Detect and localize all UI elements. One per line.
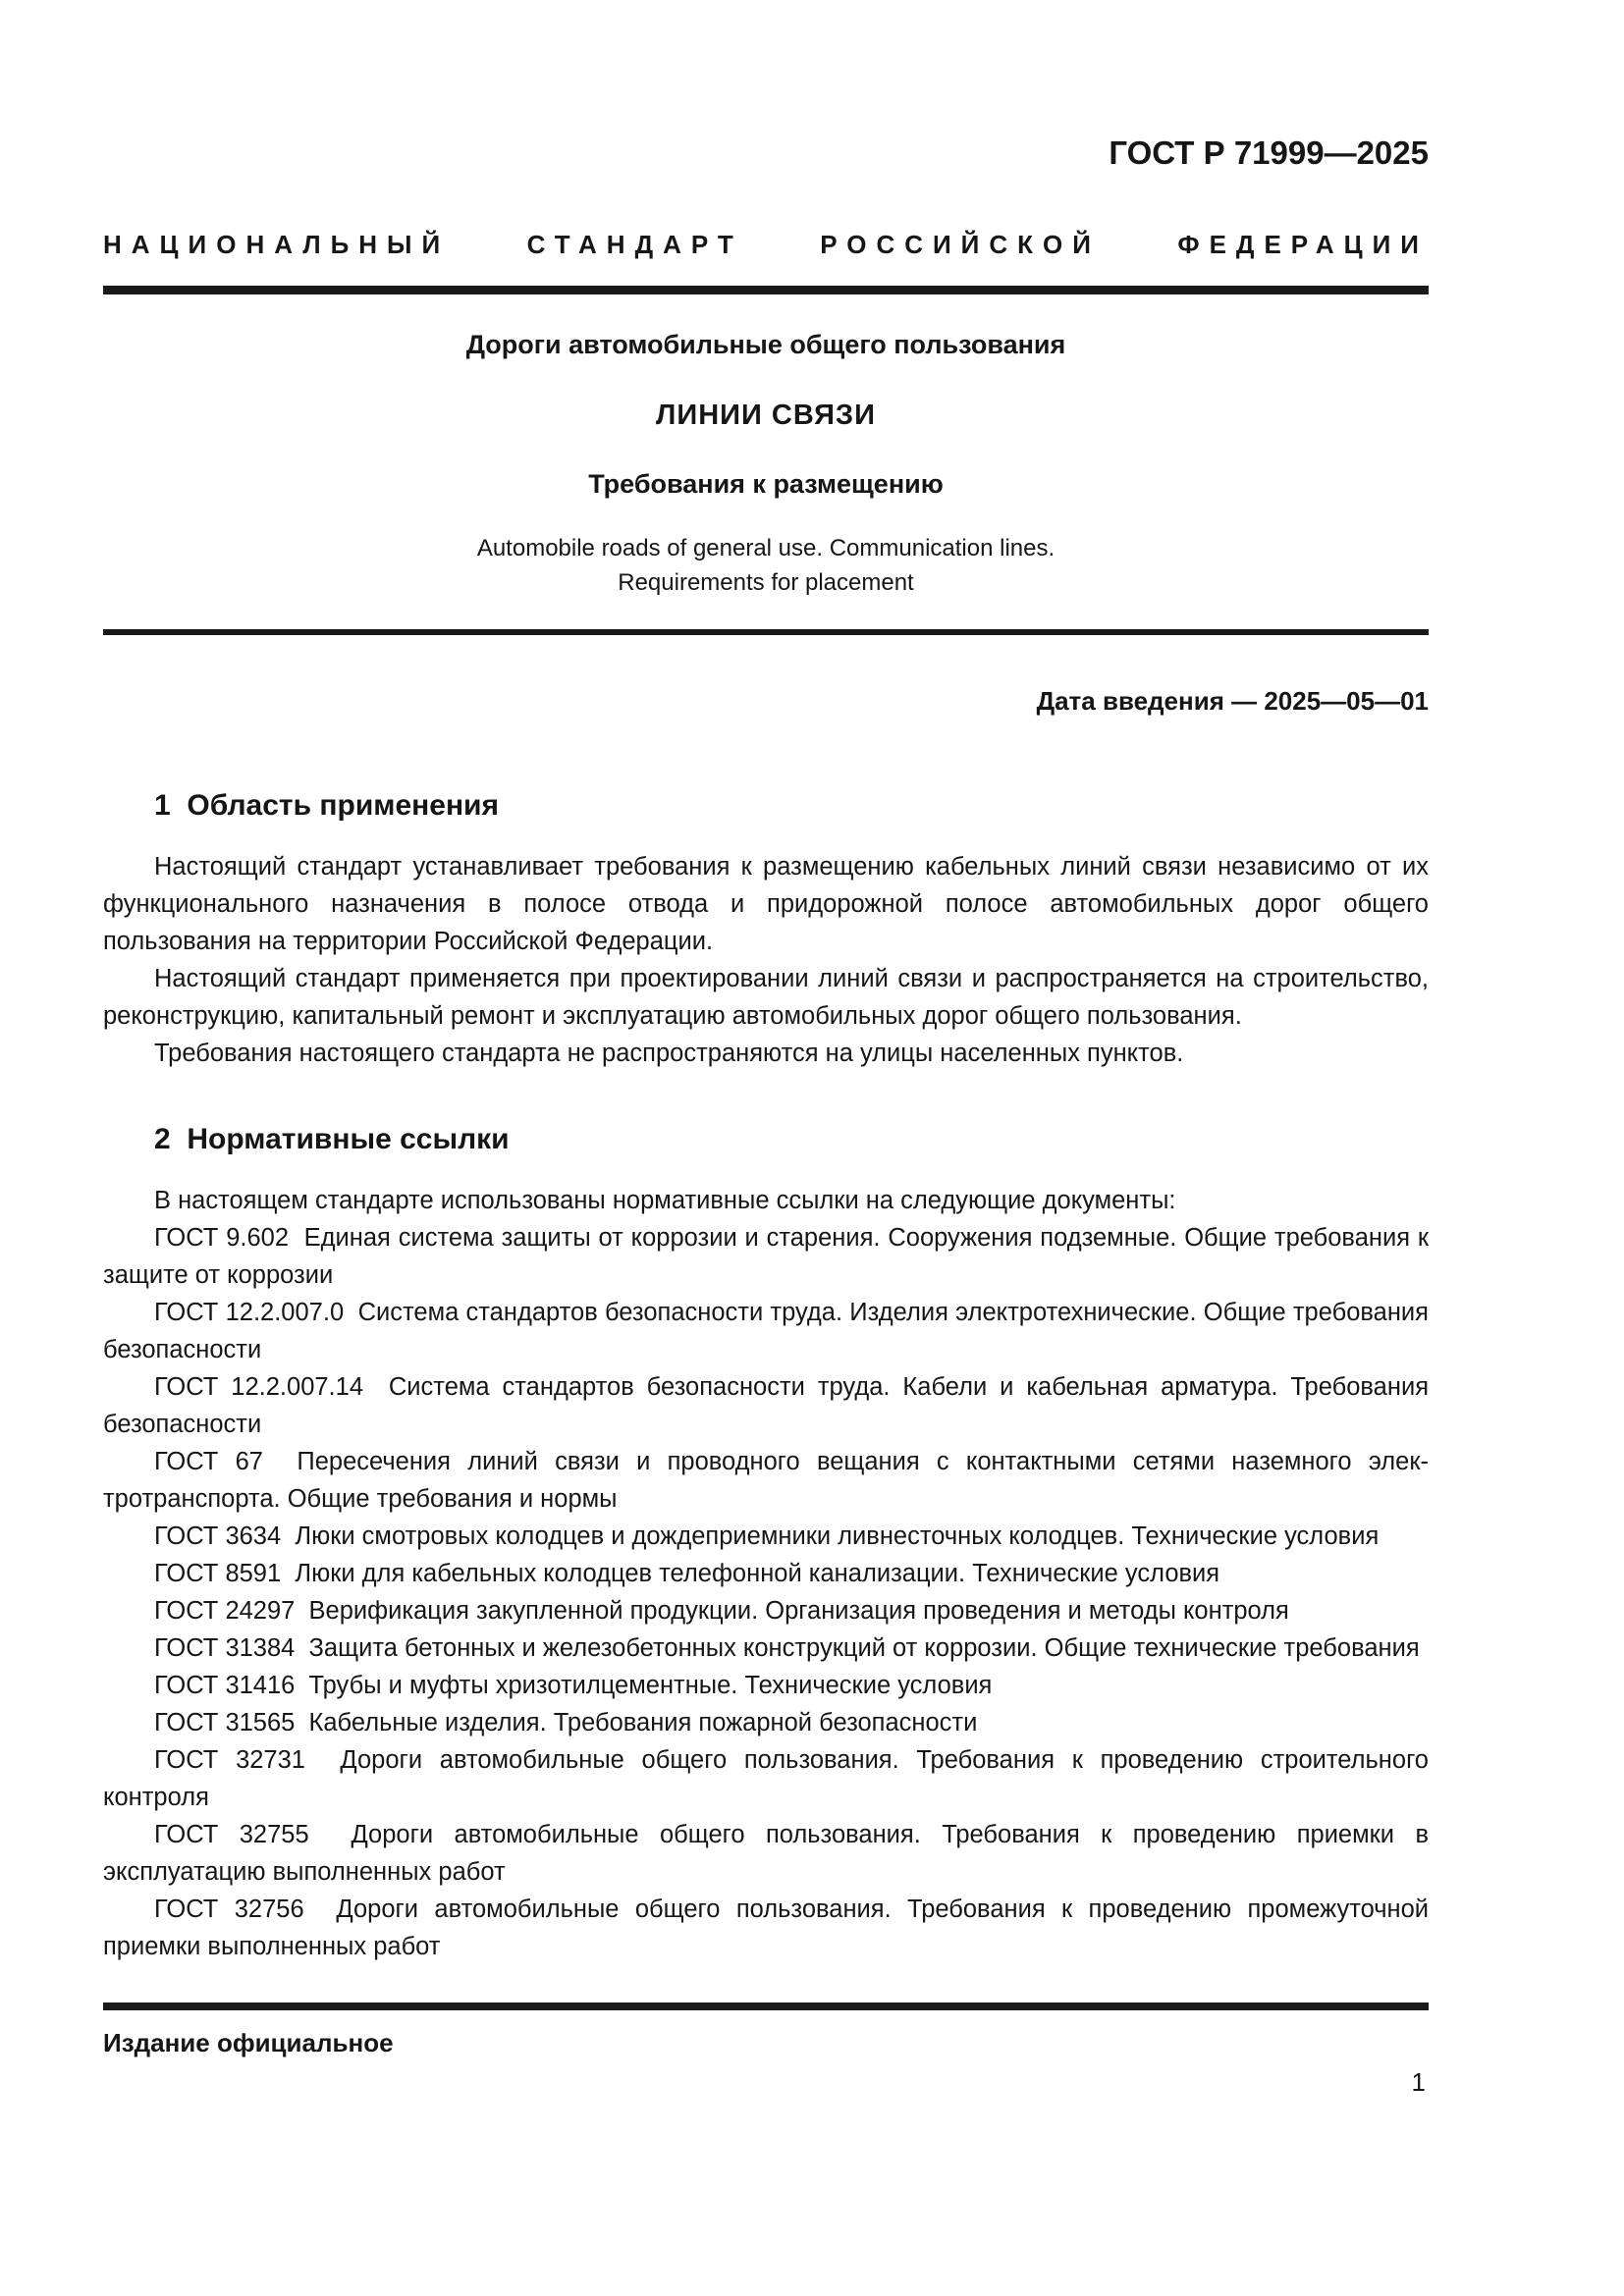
doc-code: ГОСТ Р 71999—2025 [1109, 134, 1429, 171]
title-rule [103, 629, 1429, 635]
standard-type-banner: НАЦИОНАЛЬНЫЙ СТАНДАРТ РОССИЙСКОЙ ФЕДЕРАЦИИ [103, 230, 1429, 260]
reference-item: ГОСТ 32755 Дороги автомобильные общего пользования. Требования к проведению приемки в эксплуатацию выполненных работ [103, 1821, 1429, 1887]
title-en-line1: Automobile roads of general use. Communication lines. [476, 535, 1056, 562]
reference-item: ГОСТ 31384 Защита бетонных и железобетонных конструкций от коррозии. Общие технические требования [154, 1634, 1420, 1663]
page-content [103, 0, 1429, 1965]
reference-item: ГОСТ 31416 Трубы и муфты хризотилцементные. Технические условия [154, 1672, 993, 1700]
section2-heading: 2 Нормативные ссылки [154, 1123, 510, 1156]
section1-paragraph: Требования настоящего стандарта не распространяются на улицы населенных пунктов. [154, 1040, 1184, 1068]
title-en-line2: Requirements for placement [618, 569, 914, 597]
reference-item: ГОСТ 3634 Люки смотровых колодцев и дождеприемники ливнесточных колодцев. Технические условия [154, 1522, 1380, 1551]
section-normative-references [103, 1123, 1429, 1965]
reference-item: ГОСТ 32756 Дороги автомобильные общего пользования. Требования к проведению промежуточной приемки выполненных работ [103, 1896, 1429, 1961]
reference-item: ГОСТ 32731 Дороги автомобильные общего пользования. Требования к проведению строительного контроля [103, 1746, 1429, 1812]
reference-item: ГОСТ 31565 Кабельные изделия. Требования пожарной безопасности [154, 1709, 978, 1737]
reference-item: ГОСТ 8591 Люки для кабельных колодцев телефонной канализации. Технические условия [154, 1560, 1220, 1588]
reference-item: ГОСТ 12.2.007.0 Система стандартов безопасности труда. Изделия электротехнические. Общие требования безопасности [103, 1299, 1429, 1364]
section2-intro: В настоящем стандарте использованы нормативные ссылки на следующие документы: [154, 1187, 1176, 1215]
section1-heading: 1 Область применения [154, 789, 500, 823]
header-rule [103, 286, 1429, 294]
reference-item: ГОСТ 67 Пересечения линий связи и проводного вещания с контактными сетями наземного электротранспорта. Общие требования и нормы [103, 1448, 1429, 1514]
section-scope [103, 789, 1429, 1072]
title-block [103, 330, 1429, 600]
effective-date: Дата введения — 2025—05—01 [1036, 686, 1429, 717]
reference-item: ГОСТ 12.2.007.14 Система стандартов безопасности труда. Кабели и кабельная арматура. Требования безопасности [103, 1373, 1429, 1439]
section1-paragraph: Настоящий стандарт применяется при проектировании линий связи и распространяется на строительство, реконструкцию, капитальный ремонт и эксплуатацию автомобильных дорог общего пользования. [103, 965, 1429, 1031]
reference-item: ГОСТ 24297 Верификация закупленной продукции. Организация проведения и методы контроля [154, 1597, 1289, 1626]
official-edition-note: Издание официальное [103, 2028, 394, 2057]
title-group-ru: Дороги автомобильные общего пользования [465, 330, 1066, 360]
title-main-ru: ЛИНИИ СВЯЗИ [656, 400, 876, 432]
title-sub-ru: Требования к размещению [588, 469, 944, 500]
page-number: 1 [1411, 2067, 1426, 2097]
footer-rule [103, 2002, 1429, 2010]
section1-paragraph: Настоящий стандарт устанавливает требования к размещению кабельных линий связи независимо от их функционального назначения в полосе отвода и придорожной полосе автомобильных дорог общего пользования на территории Российской Федерации. [103, 853, 1429, 956]
title-english [103, 531, 1429, 600]
reference-item: ГОСТ 9.602 Единая система защиты от коррозии и старения. Сооружения подземные. Общие требования к защите от коррозии [103, 1224, 1429, 1290]
